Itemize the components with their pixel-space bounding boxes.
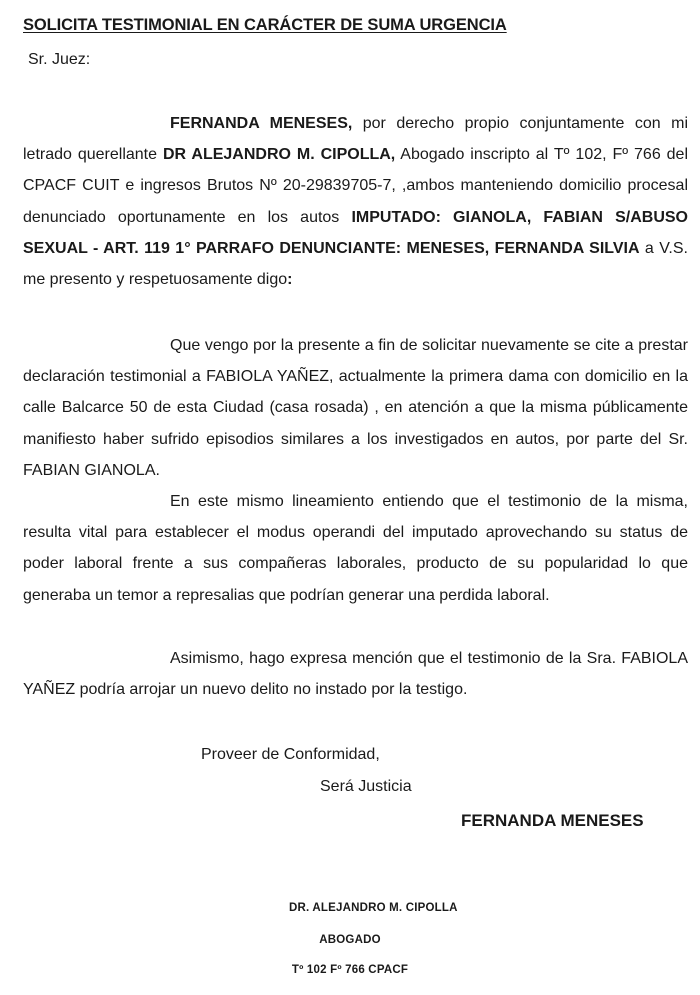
paragraph-1-colon: : [287,271,293,289]
lawyer-title: ABOGADO [319,934,381,946]
complainant-name: FERNANDA MENESES, [170,115,353,132]
paragraph-1 [23,108,688,295]
paragraph-1-text-a: por derecho propio conjuntamente con mi letrado querellante [23,115,689,164]
signer-name: FERNANDA MENESES [461,811,644,830]
paragraph-2-text: Que vengo por la presente a fin de solicitar nuevamente se cite a prestar declaración testimonial a FABIOLA YAÑEZ, actualmente la primera dama con domicilio en la calle Balcarce 50 de esta Ciudad (casa rosada) , en atención a que la misma públicamente manifiesto haber sufrido episodios similares a los investigados en autos, por parte del Sr. FABIAN GIANOLA. [23,337,688,479]
lawyer-registration: Tº 102 Fº 766 CPACF [291,964,409,976]
paragraph-3 [23,486,688,611]
case-caption: IMPUTADO: GIANOLA, FABIAN S/ABUSO SEXUAL - ART. 119 1° PARRAFO DENUNCIANTE: MENESES, FERNANDA SILVIA [23,208,688,257]
lawyer-name: DR. ALEJANDRO M. CIPOLLA [289,902,458,914]
paragraph-4-text: Asimismo, hago expresa mención que el testimonio de la Sra. FABIOLA YAÑEZ podría arrojar un nuevo delito no instado por la testigo. [23,650,688,699]
document-title: SOLICITA TESTIMONIAL EN CARÁCTER DE SUMA URGENCIA [23,16,507,34]
lawyer-name-inline: DR ALEJANDRO M. CIPOLLA, [162,146,396,164]
paragraph-4 [23,643,688,705]
paragraph-2 [23,330,688,486]
closing-conformidad: Proveer de Conformidad, [201,746,380,763]
paragraph-1-text-c: a V.S. me presento y respetuosamente digo [23,239,688,289]
paragraph-1-text-b: Abogado inscripto al Tº 102, Fº 766 del CPACF CUIT e ingresos Brutos Nº 20-29839705-7, ,ambos manteniendo domicilio procesal denunciado oportunamente en los autos [23,146,689,226]
paragraph-3-text: En este mismo lineamiento entiendo que el testimonio de la misma, resulta vital para establecer el modus operandi del imputado aprovechando su status de poder laboral frente a sus compañeras laborales, producto de su popularidad lo que generaba un temor a represalias que podrían generar una perdida laboral. [23,493,688,604]
salutation: Sr. Juez: [28,51,91,68]
closing-justicia: Será Justicia [320,778,412,795]
